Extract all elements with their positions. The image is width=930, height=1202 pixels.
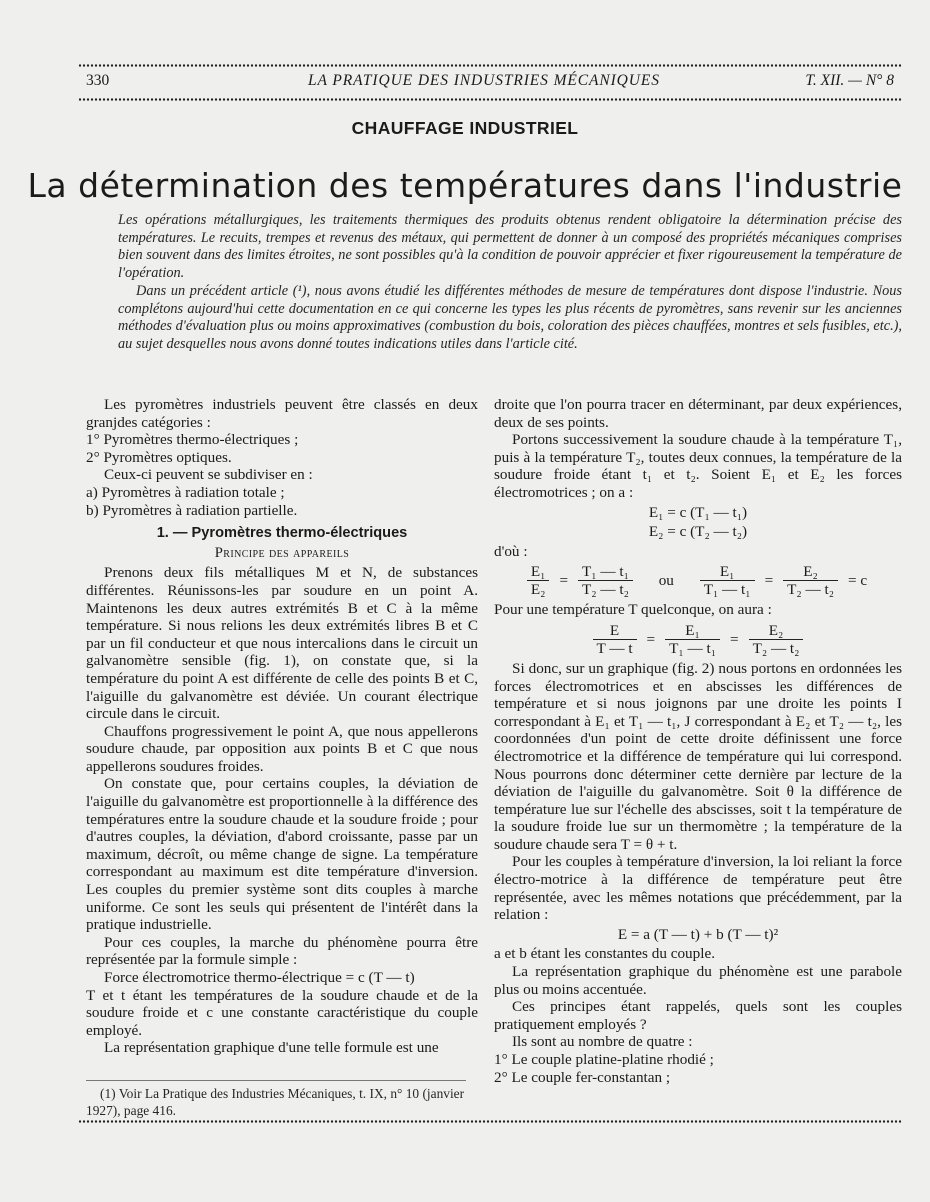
list-item: 1° Le couple platine-platine rhodié ; bbox=[494, 1051, 714, 1068]
list-item: a) Pyromètres à radiation totale ; bbox=[86, 483, 285, 501]
body-paragraph: droite que l'on pourra tracer en déterminant, par deux expériences, deux de ses points. bbox=[494, 396, 902, 431]
section-title: CHAUFFAGE INDUSTRIEL bbox=[351, 118, 579, 138]
body-paragraph: Pour ces couples, la marche du phénomène pourra être représentée par la formule simple : bbox=[86, 933, 478, 969]
fraction-equation: $\frac{\text{E₁}}{\text{E₂}}$ = $\frac{\text{T₁ — t₁}}{\text{T₂ — t₂}}$ ou $\frac{\text{E₁}}{\text{T₁ — t₁}}$ = $\frac{\text{E₂}}{\text{T₂ — t₂}}$ = c bbox=[494, 563, 902, 598]
footnote bbox=[86, 1080, 478, 1119]
bottom-rule bbox=[78, 1120, 902, 1123]
sub-heading: Principe des appareils bbox=[214, 544, 350, 561]
body-paragraph: La représentation graphique d'une telle formule est une bbox=[104, 1039, 439, 1057]
left-column bbox=[86, 396, 478, 1057]
fraction: $\frac{\text{E₁}}{\text{E₂}}$ bbox=[527, 563, 550, 598]
fraction: $\frac{\text{E₁}}{\text{T₁ — t₁}}$ bbox=[700, 563, 755, 598]
page-number: 330 bbox=[86, 72, 110, 89]
abstract-paragraph: Dans un précédent article (¹), nous avons étudié les différentes méthodes de mesure de températures dont dispose l'industrie. Nous complétons aujourd'hui cette documentation en ce qui concerne les types les plus récents de pyromètres, sans revenir sur les anciennes méthodes d'évaluation plus ou moins approximatives (combustion du bois, coloration des pièces chauffées, montres et sels fusibles, etc.), au sujet desquelles nous avons donné toutes indications utiles dans l'article cité. bbox=[118, 282, 902, 352]
fraction: $\frac{E}{T — t}$ bbox=[593, 622, 637, 657]
body-paragraph: d'où : bbox=[494, 542, 528, 560]
body-paragraph: On constate que, pour certains couples, la déviation de l'aiguille du galvanomètre est proportionnelle à la différence des températures entre la soudure chaude et la soudure froide ; pour d'autres couples, la déviation, d'abord croissante, passe par un maximum, décroît, ou même change de signe. La température correspondant au maximum est dite température d'inversion. Les couples du premier système sont dits couples à marche uniforme. Ce sont les seuls qui présentent de l'intérêt dans la pratique industrielle. bbox=[86, 775, 478, 934]
header-rule bbox=[78, 98, 902, 101]
fraction: $\frac{\text{E₂}}{\text{T₂ — t₂}}$ bbox=[749, 622, 804, 657]
equation: E₂ = c (T₂ — t₂) bbox=[648, 523, 748, 541]
body-paragraph: T et t étant les températures de la soudure chaude et de la soudure froide et c une constante caractéristique du couple employé. bbox=[86, 986, 478, 1039]
volume-issue: T. XII. — N° 8 bbox=[805, 72, 894, 89]
body-paragraph: La représentation graphique du phénomène est une parabole plus ou moins accentuée. bbox=[494, 963, 902, 998]
body-paragraph: Les pyromètres industriels peuvent être classés en deux granjdes catégories : bbox=[86, 396, 478, 431]
section-heading: 1. — Pyromètres thermo-électriques bbox=[156, 525, 408, 542]
list-item: 2° Le couple fer-constantan ; bbox=[494, 1068, 671, 1086]
list-item: 1° Pyromètres thermo-électriques ; bbox=[86, 431, 299, 449]
list-item: b) Pyromètres à radiation partielle. bbox=[86, 501, 298, 519]
running-header bbox=[86, 72, 894, 94]
body-paragraph: Portons successivement la soudure chaude à la température T₁, puis à la température T₂, toutes deux connues, la température de la soudure froide étant t₁ et t₂. Soient E₁ et E₂ les forces électromotrices ; on a : bbox=[494, 431, 902, 501]
abstract-paragraph: Les opérations métallurgiques, les traitements thermiques des produits obtenus rendent obligatoire la détermination précise des températures. Le recuits, trempes et revenus des métaux, qui permettent de donner à un composé des propriétés mécaniques comprises bien souvent dans des limites étroites, ne sont possibles qu'à la condition de pouvoir apprécier et fixer rigoureusement la température de l'opération. bbox=[118, 212, 902, 282]
body-paragraph: Ils sont au nombre de quatre : bbox=[512, 1033, 693, 1051]
body-paragraph: a et b étant les constantes du couple. bbox=[494, 945, 715, 963]
fraction: $\frac{\text{T₁ — t₁}}{\text{T₂ — t₂}}$ bbox=[578, 563, 633, 598]
footnote-separator bbox=[86, 1080, 466, 1081]
body-paragraph: Si donc, sur un graphique (fig. 2) nous portons en ordonnées les forces électromotrices et en abscisses les différences de température et si nous joignons par une droite les points I correspondant à E₁ et T₁ — t₁, J correspondant à E₂ et T₂ — t₂, les coordonnées d'un point de cette droite définissent une force électromotrice et la différence de température qui lui correspond. Nous pourrons donc déterminer cette dernière par lecture de la déviation de l'aiguille du galvanomètre. Soit θ la différence de température lue sur l'échelle des abscisses, soit t la température de la soudure froide lue sur un thermomètre ; la température de la soudure chaude sera T = θ + t. bbox=[494, 659, 902, 853]
body-paragraph: Ceux-ci peuvent se subdiviser en : bbox=[104, 466, 313, 484]
body-paragraph: Chauffons progressivement le point A, que nous appellerons soudure chaude, par opposition aux points B et C que nous appellerons soudures froides. bbox=[86, 722, 478, 775]
body-paragraph: Pour les couples à température d'inversion, la loi reliant la force électro-motrice à la différence de température peut être représentée, avec les mêmes notations que précédemment, par la relation : bbox=[494, 853, 902, 924]
abstract bbox=[118, 212, 902, 354]
body-paragraph: Ces principes étant rappelés, quels sont les couples pratiquement employés ? bbox=[494, 998, 902, 1033]
footnote-text: (1) Voir La Pratique des Industries Mécaniques, t. IX, n° 10 (janvier 1927), page 416. bbox=[86, 1086, 465, 1118]
body-paragraph: Pour une température T quelconque, on aura : bbox=[494, 601, 772, 619]
body-paragraph: Prenons deux fils métalliques M et N, de substances différentes. Réunissons-les par soudure en un point A. Maintenons les deux autres extrémités B et C à la même température. Si nous relions les deux extrémités libres B et C par un fil conducteur et que nous intercalions dans le circuit un galvanomètre sensible (fig. 1), on constate que, si la température du point A est différente de celle des points B et C, l'aiguille du galvanomètre est déviée. Un courant électrique circule dans le circuit. bbox=[86, 564, 478, 723]
top-rule bbox=[78, 64, 902, 67]
or-word: ou bbox=[658, 572, 674, 590]
fraction: $\frac{\text{E₂}}{\text{T₂ — t₂}}$ bbox=[783, 563, 838, 598]
journal-title: LA PRATIQUE DES INDUSTRIES MÉCANIQUES bbox=[308, 72, 660, 89]
formula: Force électromotrice thermo-électrique = c (T — t) bbox=[104, 969, 415, 986]
fraction-equation: $\frac{E}{T — t}$ = $\frac{\text{E₁}}{\text{T₁ — t₁}}$ = $\frac{\text{E₂}}{\text{T₂ — t₂}}$ bbox=[494, 622, 902, 657]
list-item: 2° Pyromètres optiques. bbox=[86, 448, 232, 466]
equation: E₁ = c (T₁ — t₁) bbox=[648, 503, 748, 521]
article-title: La détermination des températures dans l'industrie bbox=[27, 166, 903, 205]
equation: E = a (T — t) + b (T — t)² bbox=[617, 925, 779, 943]
right-column bbox=[494, 396, 902, 1086]
fraction: $\frac{\text{E₁}}{\text{T₁ — t₁}}$ bbox=[665, 622, 720, 657]
